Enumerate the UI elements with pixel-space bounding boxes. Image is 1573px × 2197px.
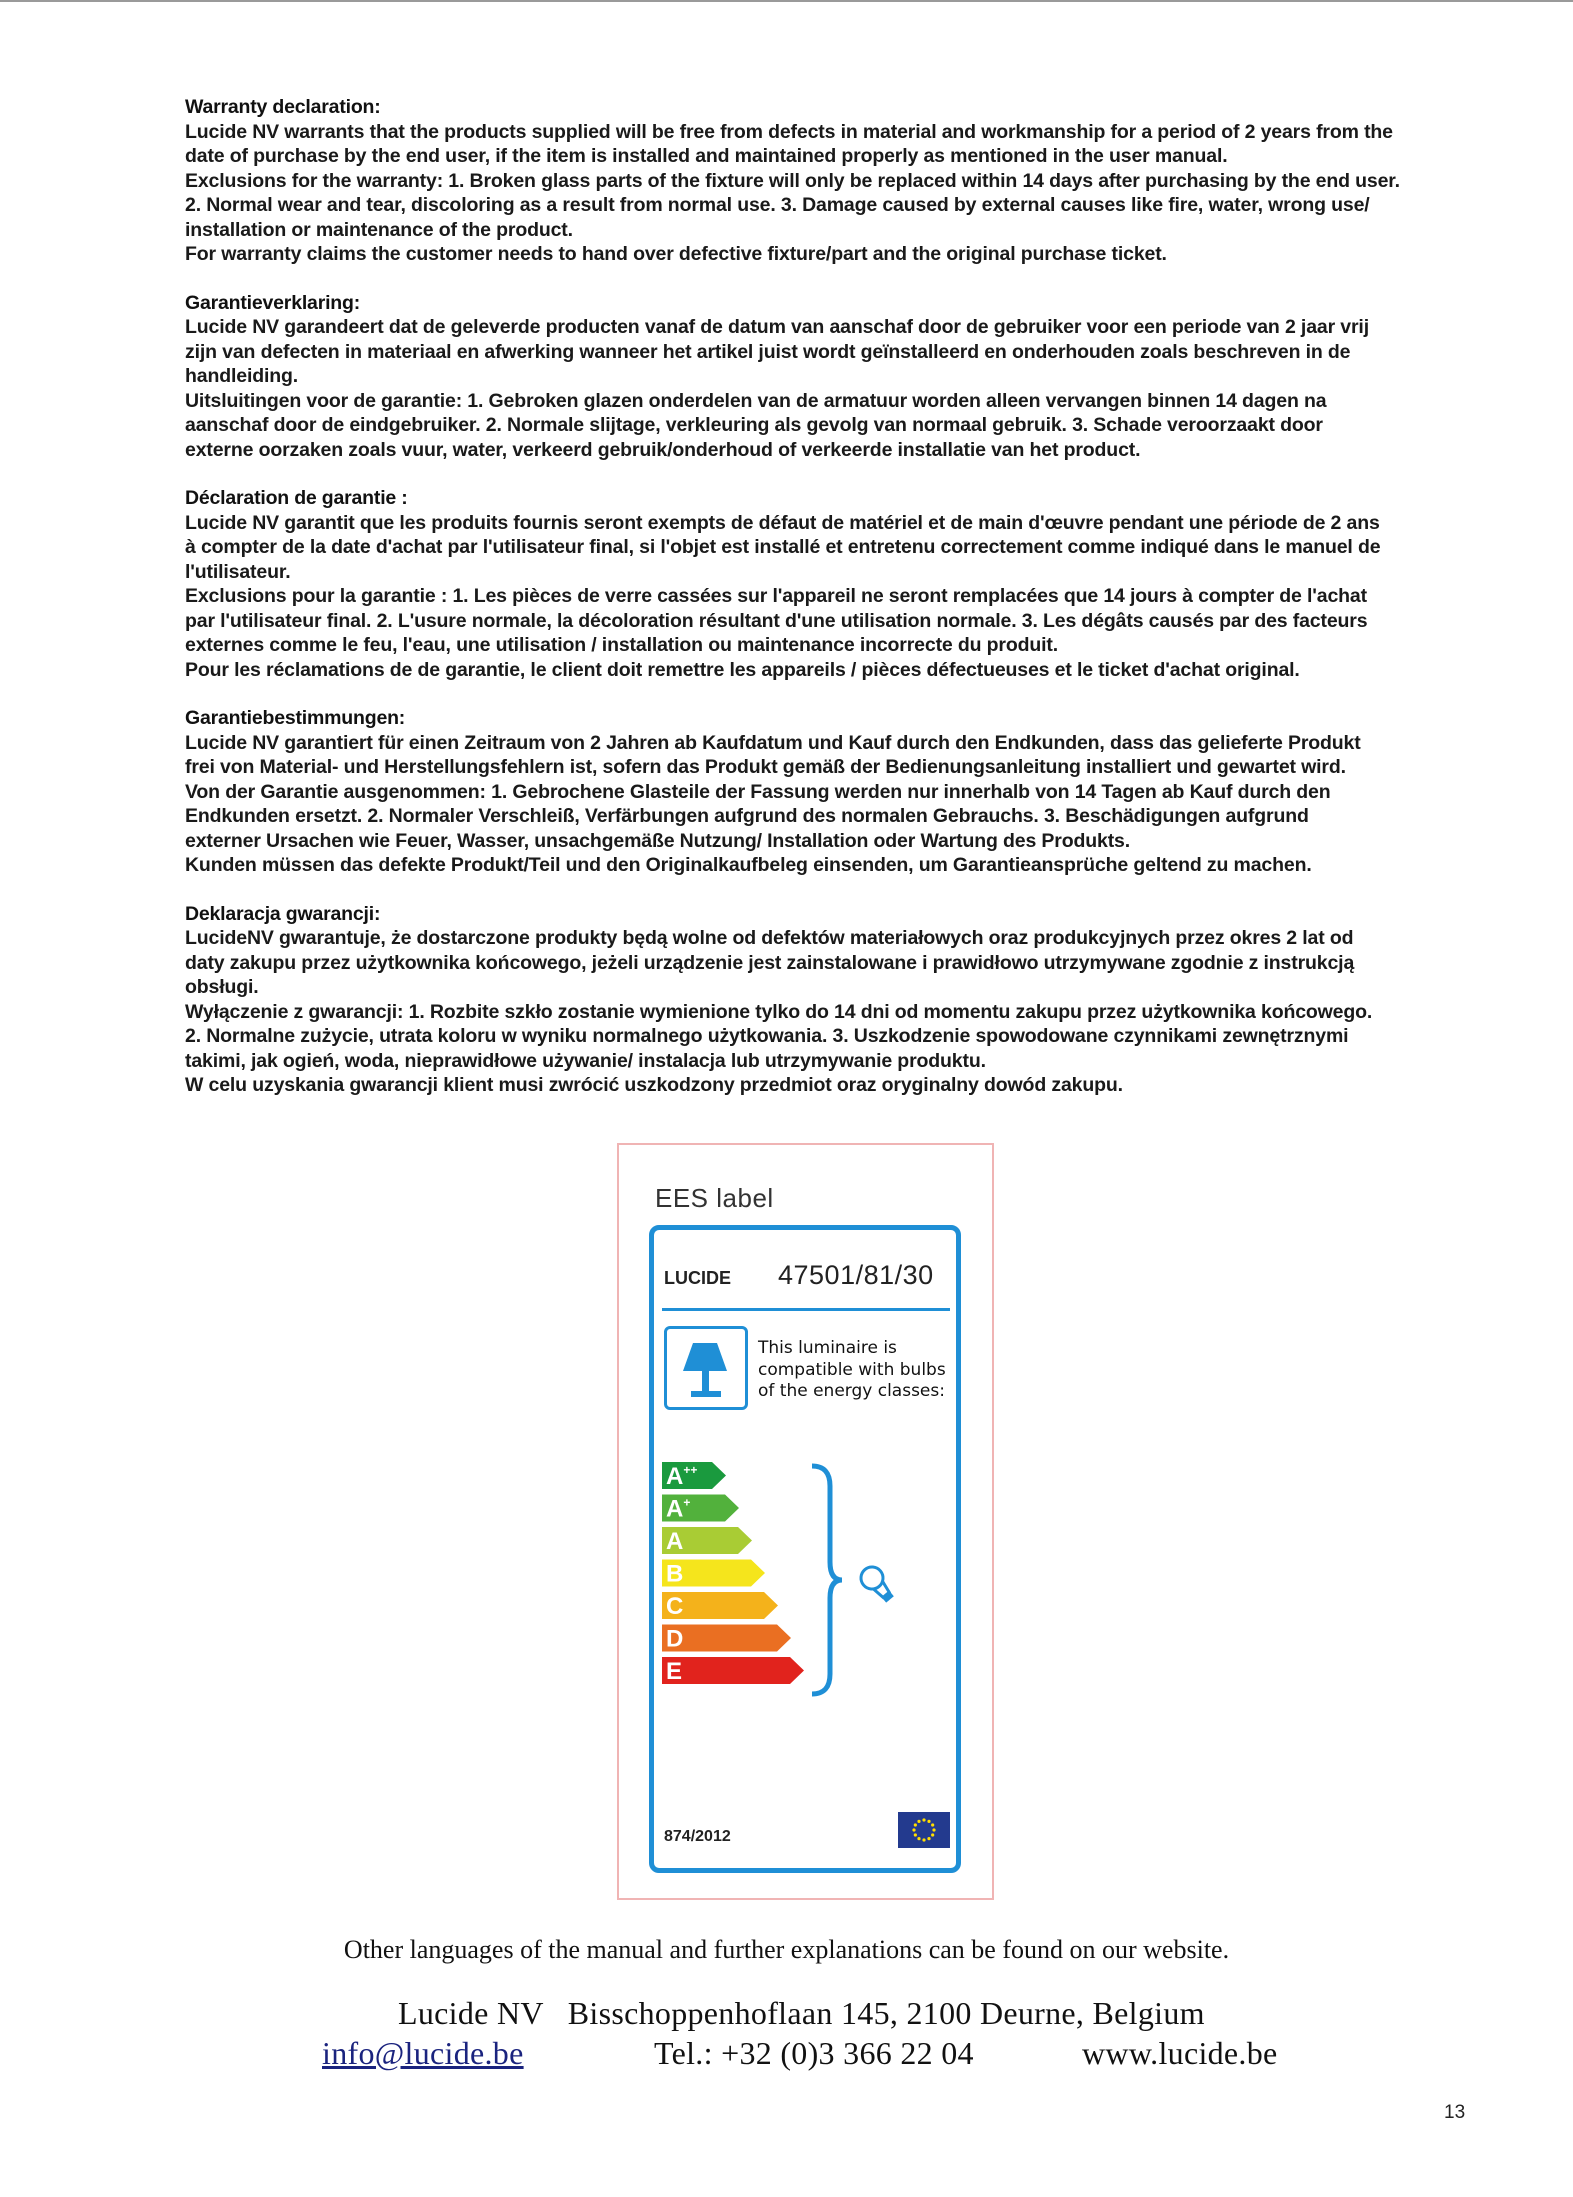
telephone: Tel.: +32 (0)3 366 22 04 <box>654 2035 974 2071</box>
website-link[interactable]: www.lucide.be <box>1082 2035 1278 2071</box>
energy-class-label: A <box>666 1528 684 1555</box>
warranty-line: Pour les réclamations de de garantie, le client doit remettre les appareils / pièces défectueuses et le ticket d'achat original. <box>185 658 1300 681</box>
warranty-line: daty zakupu przez użytkownika końcowego, jeżeli urządzenie jest zainstalowane i prawidłowo utrzymywane zgodnie z instrukcją <box>185 951 1355 974</box>
warranty-line: Exclusions pour la garantie : 1. Les pièces de verre cassées sur l'appareil ne seront remplacées que 14 jours à compter de l'achat <box>185 585 1367 607</box>
energy-class-label: A++ <box>666 1463 698 1490</box>
warranty-line: Lucide NV garantiert für einen Zeitraum von 2 Jahren ab Kaufdatum und Kauf durch den Endkunden, dass das gelieferte Produkt <box>185 731 1361 754</box>
warranty-section <box>185 706 1440 878</box>
energy-class-label: A+ <box>666 1495 691 1523</box>
warranty-heading: Warranty declaration: <box>185 96 381 118</box>
label-divider <box>662 1308 950 1311</box>
warranty-line: takimi, jak ogień, woda, nieprawidłowe używanie/ instalacja lub utrzymywanie produktu. <box>185 1049 986 1072</box>
warranty-section <box>185 486 1440 682</box>
warranty-line: externer Ursachen wie Feuer, Wasser, unsachgemäße Nutzung/ Installation oder Wartung des Produkts. <box>185 829 1131 852</box>
warranty-line: installation or maintenance of the product. <box>185 218 573 241</box>
warranty-line: externe oorzaken zoals vuur, water, verkeerd gebruik/onderhoud of verkeerde installatie van het product. <box>185 438 1141 461</box>
energy-class-arrow <box>662 1657 804 1684</box>
energy-class-label: C <box>666 1593 684 1620</box>
warranty-line: Kunden müssen das defekte Produkt/Teil und den Originalkaufbeleg einsenden, um Garantieansprüche geltend zu machen. <box>185 854 1312 876</box>
warranty-line: Lucide NV garandeert dat de geleverde producten vanaf de datum van aanschaf door de gebruiker voor een periode van 2 jaar vrij <box>185 316 1369 338</box>
ees-label-frame <box>617 1143 994 1900</box>
warranty-line: handleiding. <box>185 365 299 387</box>
warranty-line: Endkunden ersetzt. 2. Normaler Verschleiß, Verfärbungen aufgrund des normalen Gebrauchs. 3. Beschädigungen aufgrund <box>185 805 1309 827</box>
company-name: Lucide NV <box>398 1995 544 2031</box>
compatibility-bracket <box>812 1466 842 1694</box>
warranty-line: frei von Material- und Herstellungsfehlern ist, sofern das Produkt gemäß der Bedienungsanleitung installiert und gewartet wird. <box>185 756 1346 778</box>
warranty-line: Lucide NV warrants that the products supplied will be free from defects in material and workmanship for a period of 2 years from the <box>185 120 1393 143</box>
model-number: 47501/81/30 <box>778 1260 934 1290</box>
luminaire-icon-box <box>664 1326 748 1410</box>
energy-class-scale <box>662 1462 962 1722</box>
energy-class-arrows <box>662 1462 962 1722</box>
warranty-line: 2. Normalne zużycie, utrata koloru w wyniku normalnego użytkowania. 3. Uszkodzenie spowodowane czynnikami zewnętrznymi <box>185 1025 1349 1047</box>
warranty-heading: Garantiebestimmungen: <box>185 707 406 729</box>
warranty-section <box>185 95 1440 267</box>
compatibility-text: This luminaire is compatible with bulbs of the energy classes: <box>758 1338 946 1401</box>
energy-class-label: E <box>666 1658 683 1685</box>
warranty-line: 2. Normal wear and tear, discoloring as a result from normal use. 3. Damage caused by external causes like fire, water, wrong use/ <box>185 194 1370 216</box>
warranty-line: Exclusions for the warranty: 1. Broken glass parts of the fixture will only be replaced within 14 days after purchasing by the end user. <box>185 169 1400 192</box>
warranty-heading: Deklaracja gwarancji: <box>185 902 381 925</box>
warranty-line: externes comme le feu, l'eau, une utilisation / installation ou maintenance incorrecte du produit. <box>185 634 1059 656</box>
page-number: 13 <box>1444 2102 1466 2123</box>
ees-label-title: EES label <box>655 1183 774 1213</box>
warranty-line: W celu uzyskania gwarancji klient musi zwrócić uszkodzony przedmiot oraz oryginalny dowód zakupu. <box>185 1074 1123 1096</box>
warranty-line: Wyłączenie z gwarancji: 1. Rozbite szkło zostanie wymienione tylko do 14 dni od momentu zakupu przez użytkownika końcowego. <box>185 1000 1373 1023</box>
company-address-line <box>398 1995 1205 2032</box>
warranty-section <box>185 902 1440 1098</box>
energy-class-label: B <box>666 1560 684 1588</box>
warranty-line: Lucide NV garantit que les produits fournis seront exempts de défaut de matériel et de main d'œuvre pendant une période de 2 ans <box>185 511 1380 534</box>
warranty-text-block <box>185 95 1440 1122</box>
warranty-line: aanschaf door de eindgebruiker. 2. Normale slijtage, verkleuring als gevolg van normaal gebruik. 3. Schade veroorzaakt door <box>185 414 1323 436</box>
warranty-line: Von der Garantie ausgenommen: 1. Gebrochene Glasteile der Fassung werden nur innerhalb von 14 Tagen ab Kauf durch den <box>185 780 1331 803</box>
energy-class-label: D <box>666 1625 684 1653</box>
top-rule <box>0 0 1573 2</box>
regulation-number: 874/2012 <box>664 1828 731 1845</box>
warranty-line: For warranty claims the customer needs to hand over defective fixture/part and the original purchase ticket. <box>185 243 1167 265</box>
warranty-heading: Déclaration de garantie : <box>185 487 408 509</box>
warranty-section <box>185 291 1440 463</box>
warranty-line: obsługi. <box>185 976 259 998</box>
warranty-heading: Garantieverklaring: <box>185 291 361 314</box>
light-bulb-icon <box>857 1563 899 1607</box>
brand-name: LUCIDE <box>664 1268 731 1288</box>
warranty-line: l'utilisateur. <box>185 560 291 583</box>
warranty-line: par l'utilisateur final. 2. L'usure normale, la décoloration résultant d'une utilisation normale. 3. Les dégâts causés par des facteurs <box>185 609 1368 632</box>
website-note: Other languages of the manual and further explanations can be found on our website. <box>343 1935 1230 1964</box>
email-link[interactable]: info@lucide.be <box>322 2035 524 2071</box>
company-address: Bisschoppenhoflaan 145, 2100 Deurne, Belgium <box>567 1995 1205 2031</box>
warranty-line: à compter de la date d'achat par l'utilisateur final, si l'objet est installé et entretenu correctement comme indiqué dans le manuel de <box>185 536 1381 558</box>
warranty-line: LucideNV gwarantuje, że dostarczone produkty będą wolne od defektów materiałowych oraz produkcyjnych przez okres 2 lat od <box>185 927 1354 949</box>
table-lamp-icon <box>667 1329 745 1407</box>
warranty-line: zijn van defecten in materiaal en afwerking wanneer het artikel juist wordt geïnstalleerd en onderhouden zoals beschreven in de <box>185 340 1351 363</box>
energy-label-card <box>649 1225 961 1873</box>
eu-flag-icon <box>898 1812 950 1848</box>
warranty-line: Uitsluitingen voor de garantie: 1. Gebroken glazen onderdelen van de armatuur worden alleen vervangen binnen 14 dagen na <box>185 389 1327 412</box>
warranty-line: date of purchase by the end user, if the item is installed and maintained properly as mentioned in the user manual. <box>185 145 1228 167</box>
